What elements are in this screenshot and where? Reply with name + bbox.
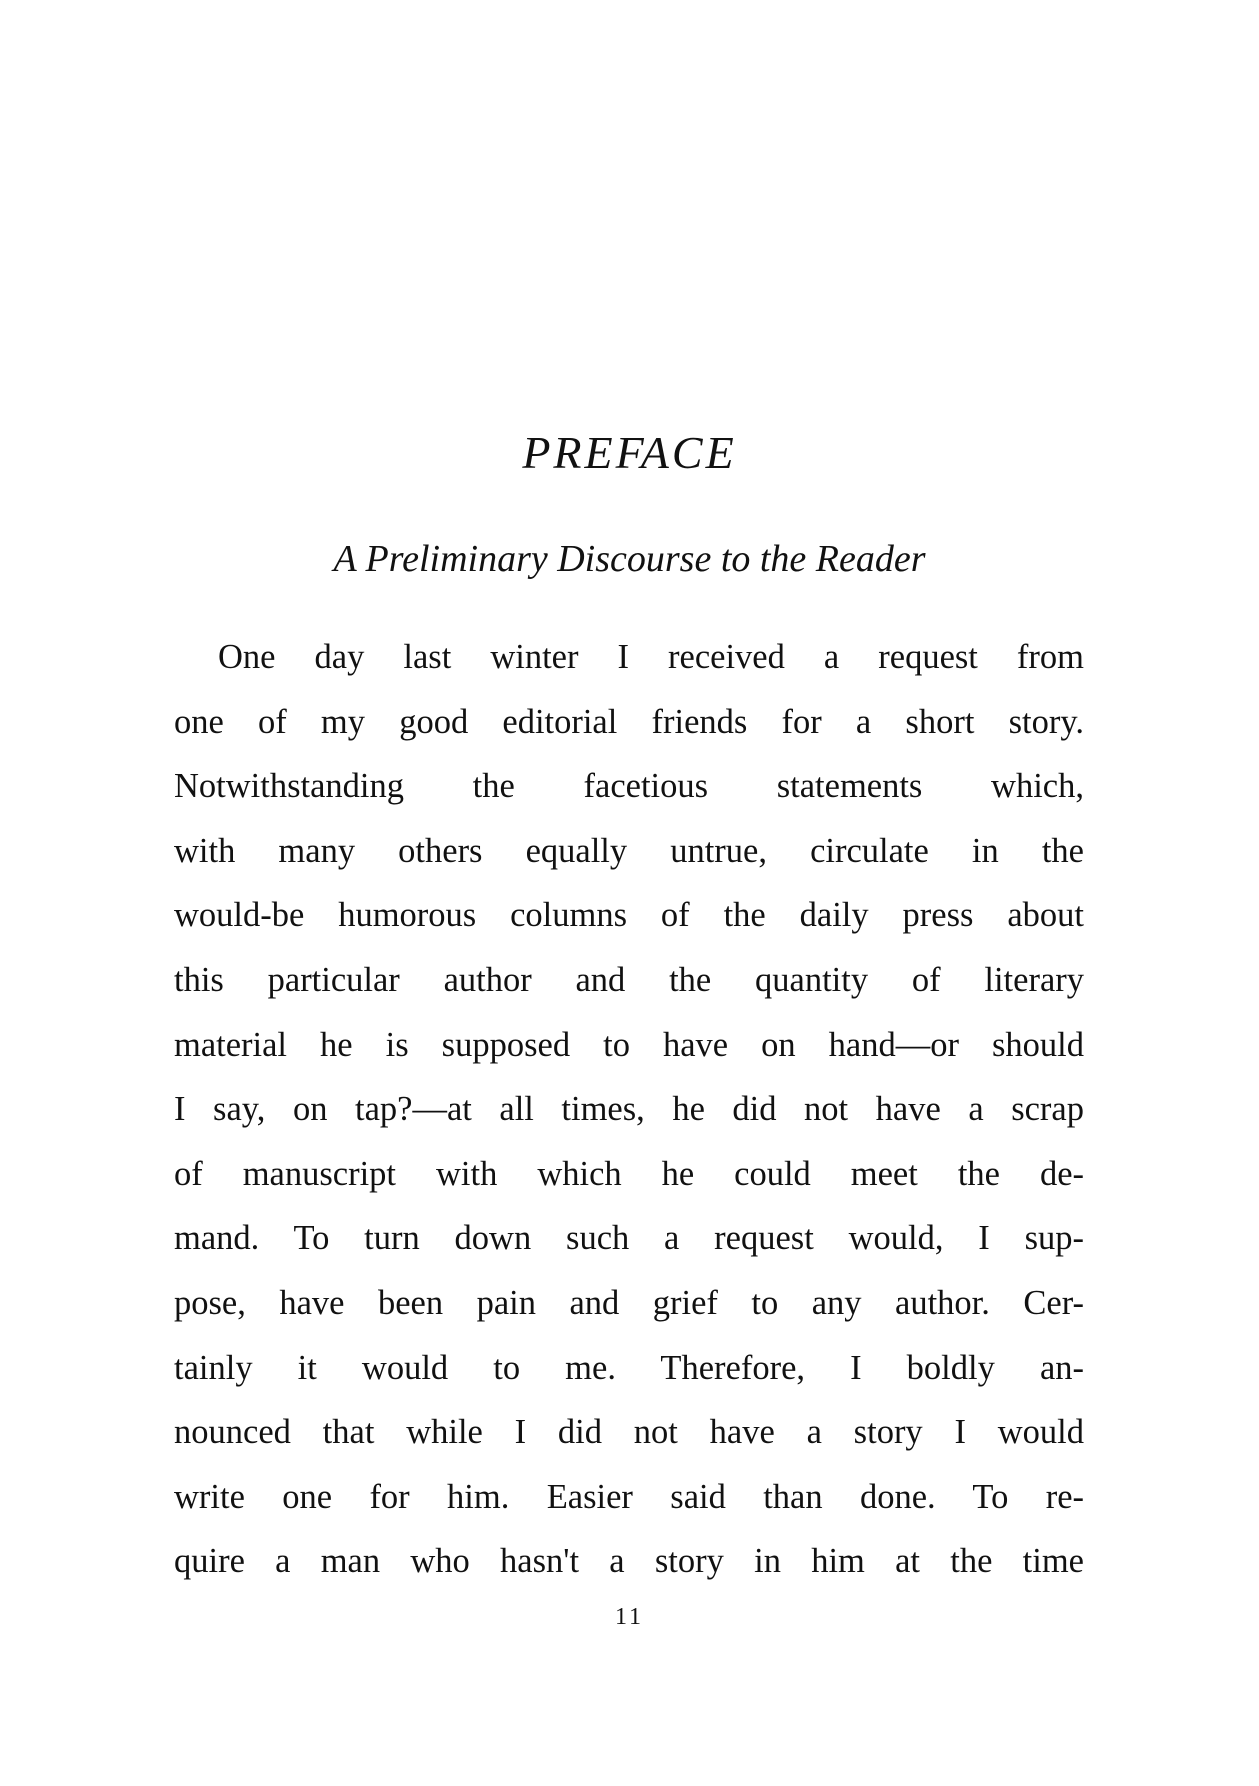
- page-number: 11: [614, 1604, 645, 1630]
- text-line: I say, on tap?—at all times, he did not have a scrap: [174, 1090, 1084, 1129]
- text-line: tainly it would to me. Therefore, I boldly an-: [174, 1348, 1084, 1387]
- text-line: would-be humorous columns of the daily press about: [174, 896, 1084, 935]
- text-line: material he is supposed to have on hand—or should: [174, 1025, 1084, 1064]
- body-paragraph: [174, 625, 1084, 1594]
- text-line: quire a man who hasn't a story in him at the time: [174, 1542, 1084, 1581]
- text-line: One day last winter I received a request from: [218, 638, 1084, 676]
- page-title: PREFACE: [522, 427, 737, 478]
- text-line: mand. To turn down such a request would, I sup-: [174, 1219, 1084, 1258]
- text-line: pose, have been pain and grief to any author. Cer-: [174, 1283, 1084, 1322]
- text-line: write one for him. Easier said than done. To re-: [174, 1477, 1084, 1516]
- text-line: this particular author and the quantity of literary: [174, 960, 1084, 999]
- text-line: of manuscript with which he could meet the de-: [174, 1154, 1084, 1193]
- text-line: Notwithstanding the facetious statements which,: [174, 767, 1084, 806]
- text-line: one of my good editorial friends for a short story.: [174, 702, 1084, 741]
- text-line: nounced that while I did not have a story I would: [174, 1413, 1084, 1452]
- text-line: with many others equally untrue, circulate in the: [174, 831, 1084, 870]
- page-subtitle: A Preliminary Discourse to the Reader: [333, 538, 926, 580]
